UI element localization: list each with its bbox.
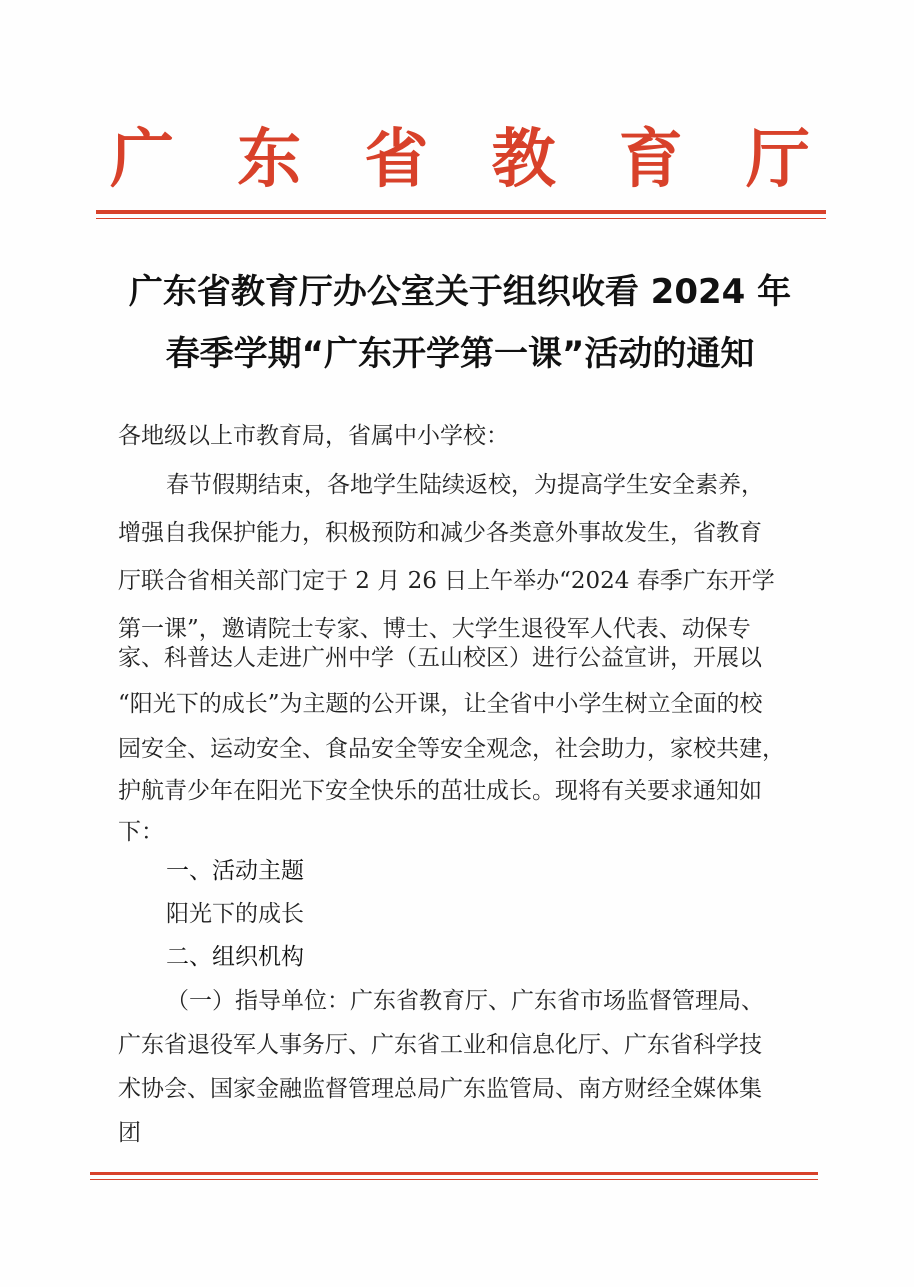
paragraph-line: 增强自我保护能力，积极预防和减少各类意外事故发生，省教育 xyxy=(118,520,762,546)
letterhead-char: 省 xyxy=(364,123,429,197)
paragraph-line: 护航青少年在阳光下安全快乐的茁壮成长。现将有关要求通知如 xyxy=(118,778,762,804)
letterhead-char: 东 xyxy=(237,123,302,197)
letterhead-title xyxy=(110,120,810,200)
document-title-line-1: 广东省教育厅办公室关于组织收看 2024 年 xyxy=(128,272,792,312)
paragraph-line: 园安全、运动安全、食品安全等安全观念，社会助力，家校共建， xyxy=(118,736,785,762)
letterhead-divider-thin xyxy=(96,218,826,219)
section-2-heading: 二、组织机构 xyxy=(166,944,304,970)
paragraph-line: 下： xyxy=(118,819,164,845)
letterhead-divider xyxy=(96,210,826,214)
letterhead-char: 育 xyxy=(618,123,683,197)
footer-divider-thin xyxy=(90,1179,818,1180)
paragraph-line: 家、科普达人走进广州中学（五山校区）进行公益宣讲，开展以 xyxy=(118,645,762,671)
footer-divider xyxy=(90,1172,818,1175)
section-1-heading: 一、活动主题 xyxy=(166,858,304,884)
salutation: 各地级以上市教育局，省属中小学校： xyxy=(118,423,509,449)
letterhead-char: 厅 xyxy=(745,123,810,197)
section-2-line: 广东省退役军人事务厅、广东省工业和信息化厅、广东省科学技 xyxy=(118,1032,762,1058)
section-1-content: 阳光下的成长 xyxy=(166,901,304,927)
paragraph-line: 厅联合省相关部门定于 2 月 26 日上午举办“2024 春季广东开学 xyxy=(118,568,775,594)
letterhead-char: 广 xyxy=(110,123,174,197)
paragraph-line: 春节假期结束，各地学生陆续返校，为提高学生安全素养， xyxy=(166,472,764,498)
paragraph-line: 第一课”，邀请院士专家、博士、大学生退役军人代表、动保专 xyxy=(118,616,751,642)
document-title-line-2: 春季学期“广东开学第一课”活动的通知 xyxy=(165,334,755,374)
section-2-line: （一）指导单位：广东省教育厅、广东省市场监督管理局、 xyxy=(166,988,764,1014)
letterhead-char: 教 xyxy=(491,123,556,197)
paragraph-line: “阳光下的成长”为主题的公开课，让全省中小学生树立全面的校 xyxy=(118,691,763,717)
section-2-line: 术协会、国家金融监督管理总局广东监管局、南方财经全媒体集 xyxy=(118,1076,762,1102)
section-2-line: 团 xyxy=(118,1120,141,1146)
